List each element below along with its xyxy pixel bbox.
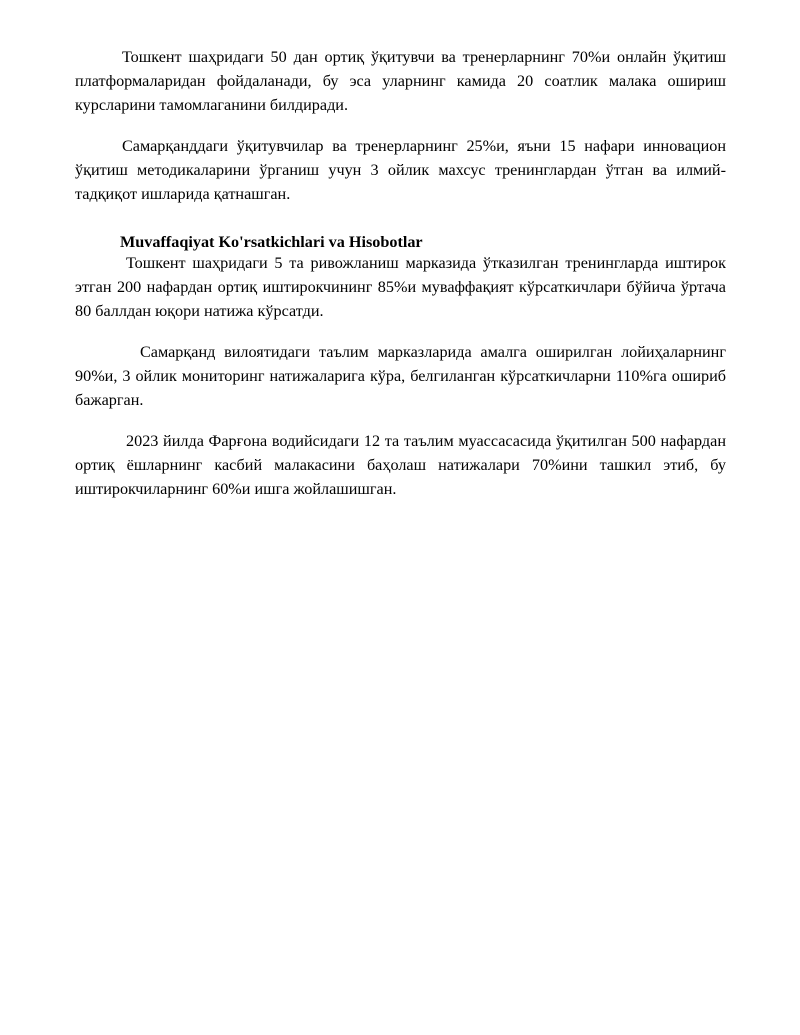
section-heading: Muvaffaqiyat Ko'rsatkichlari va Hisobotlar [120,233,423,251]
paragraph-samarkand-teachers: Самарқанддаги ўқитувчилар ва тренерларнинг 25%и, яъни 15 нафари инновацион ўқитиш методикаларини ўрганиш учун 3 ойлик махсус тренинглардан ўтган ва илмий-тадқиқот ишларида қатнашган. [75,137,726,203]
paragraph-tashkent-teachers: Тошкент шаҳридаги 50 дан ортиқ ўқитувчи ва тренерларнинг 70%и онлайн ўқитиш платформаларидан фойдаланади, бу эса уларнинг камида 20 соатлик малака ошириш курсларини тамомлаганини билдиради. [75,48,726,114]
paragraph-samarkand-projects: Самарқанд вилоятидаги таълим марказларида амалга оширилган лойиҳаларнинг 90%и, 3 ойлик мониторинг натижаларига кўра, белгиланган кўрсаткичларни 110%га ошириб бажарган. [75,343,726,409]
paragraph-tashkent-centers: Тошкент шаҳридаги 5 та ривожланиш марказида ўтказилган тренингларда иштирок этган 200 нафардан ортиқ иштирокчининг 85%и муваффақият кўрсаткичлари бўйича ўртача 80 баллдан юқори натижа кўрсатди. [75,254,726,320]
paragraph-fergana-youth: 2023 йилда Фарғона водийсидаги 12 та таълим муассасасида ўқитилган 500 нафардан ортиқ ёшларнинг касбий малакасини баҳолаш натижалари 70%ини ташкил этиб, бу иштирокчиларнинг 60%и ишга жойлашишган. [75,432,726,498]
